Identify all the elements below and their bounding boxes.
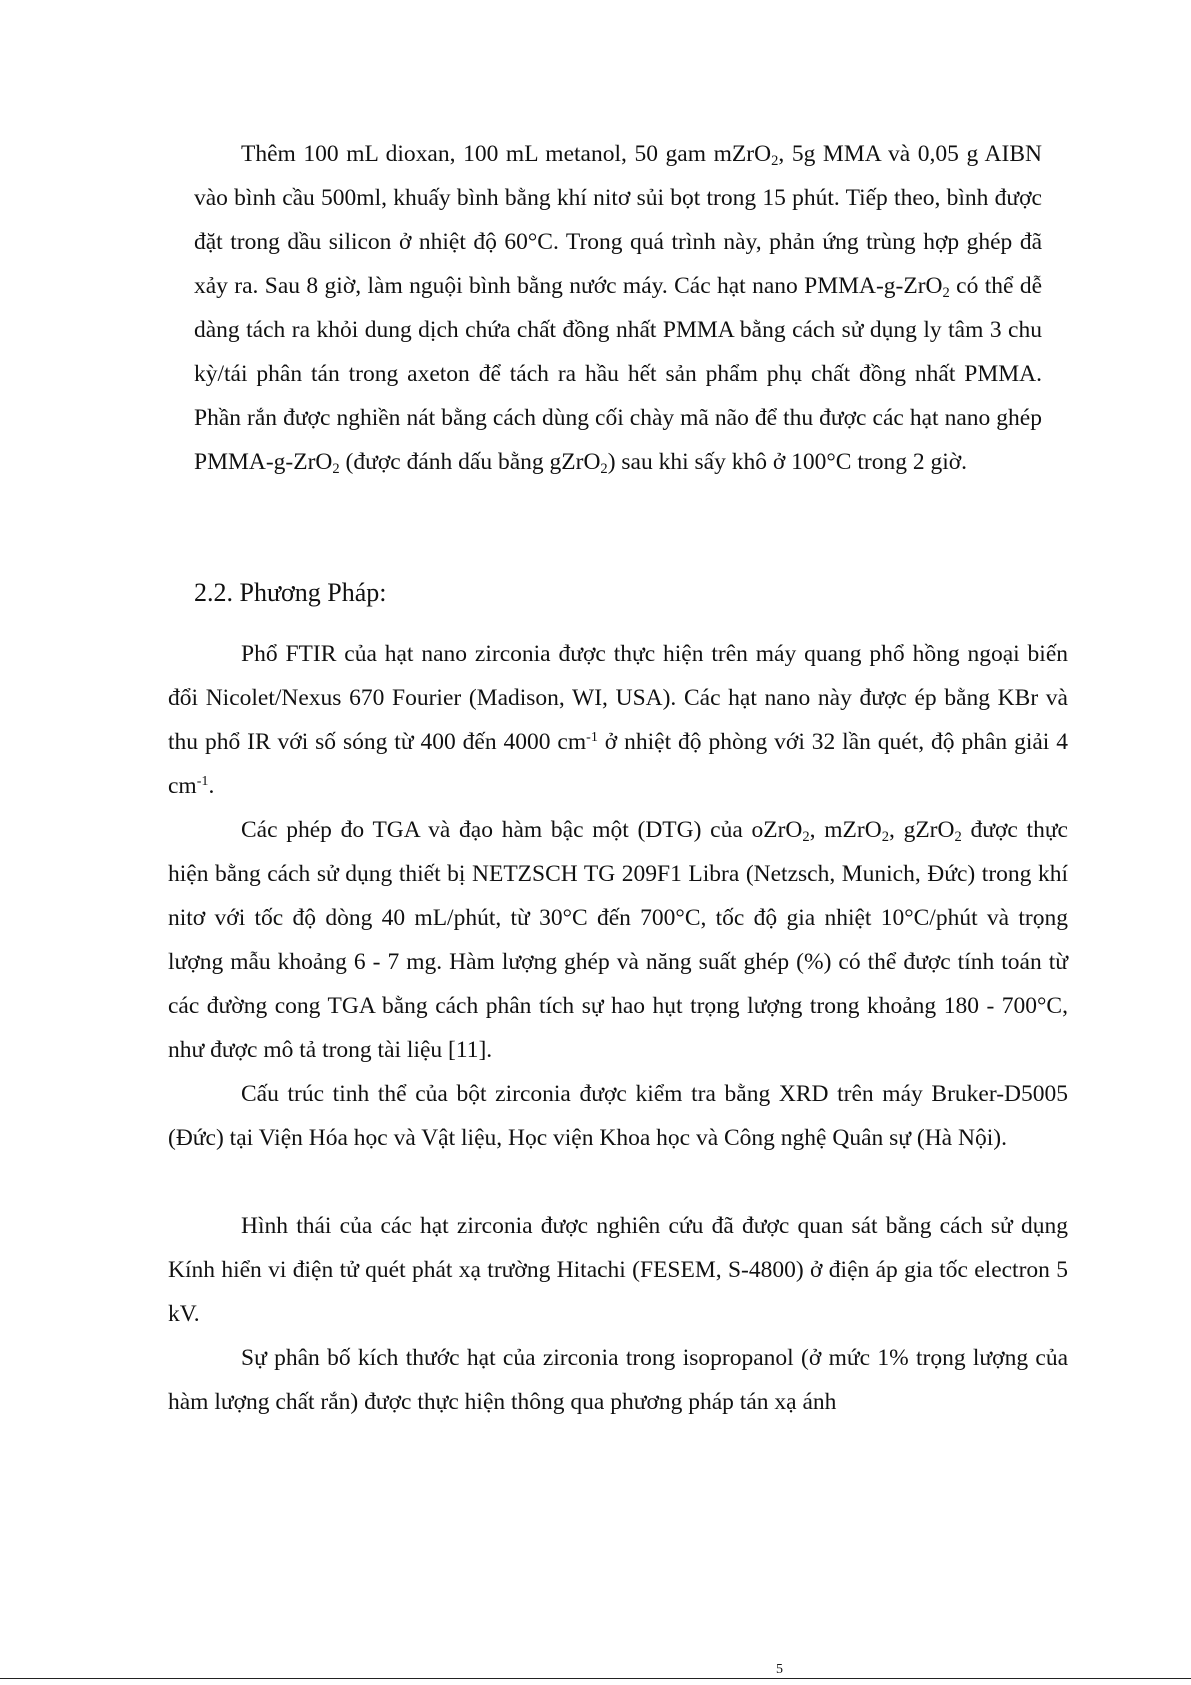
- subscript: 2: [600, 461, 608, 478]
- text-run: ) sau khi sấy khô ở 100°C trong 2 giờ.: [607, 449, 968, 475]
- subscript: 2: [942, 285, 950, 302]
- paragraph-particle-size: Sự phân bố kích thước hạt của zirconia trong isopropanol (ở mức 1% trọng lượng của hàm lượng chất rắn) được thực hiện thông qua phương pháp tán xạ ánh: [168, 1345, 1068, 1415]
- text-run: Thêm 100 mL dioxan, 100 mL metanol, 50 gam mZrO: [241, 141, 772, 167]
- page-number: 5: [776, 1662, 783, 1677]
- text-run: , 5g MMA và 0,05 g AIBN vào bình cầu 500ml, khuấy bình bằng khí nitơ sủi bọt trong 15 phút. Tiếp theo, bình được đặt trong dầu silicon ở nhiệt độ 60°C. Trong quá trình này, phản ứng trùng hợp ghép đã xảy ra. Sau 8 giờ, làm nguội bình bằng nước máy. Các hạt nano PMMA-g-ZrO: [194, 141, 1042, 299]
- section-heading: 2.2. Phương Pháp:: [194, 578, 387, 607]
- paragraph-materials-synthesis: [194, 132, 1042, 484]
- paragraph-xrd: Cấu trúc tinh thể của bột zirconia được kiểm tra bằng XRD trên máy Bruker-D5005 (Đức) tại Viện Hóa học và Vật liệu, Học viện Khoa học và Công nghệ Quân sự (Hà Nội).: [168, 1081, 1068, 1151]
- subscript: 2: [802, 829, 810, 846]
- subscript: 2: [881, 829, 889, 846]
- paragraph-fesem: Hình thái của các hạt zirconia được nghiên cứu đã được quan sát bằng cách sử dụng Kính hiển vi điện tử quét phát xạ trường Hitachi (FESEM, S-4800) ở điện áp gia tốc electron 5 kV.: [168, 1213, 1068, 1327]
- text-run: Phổ FTIR của hạt nano zirconia được thực hiện trên máy quang phổ hồng ngoại biến đổi Nicolet/Nexus 670 Fourier (Madison, WI, USA). Các hạt nano này được ép bằng KBr và thu phổ IR với số sóng từ 400 đến 4000 cm: [168, 641, 1068, 755]
- text-run: có thể dễ dàng tách ra khỏi dung dịch chứa chất đồng nhất PMMA bằng cách sử dụng ly tâm 3 chu kỳ/tái phân tán trong axeton để tách ra hầu hết sản phẩm phụ chất đồng nhất PMMA. Phần rắn được nghiền nát bằng cách dùng cối chày mã não để thu được các hạt nano ghép PMMA-g-ZrO: [194, 273, 1042, 475]
- paragraph-ftir: [168, 632, 1068, 808]
- text-run: (được đánh dấu bằng gZrO: [339, 449, 601, 475]
- superscript: -1: [196, 773, 209, 790]
- paragraph-tga: [168, 808, 1068, 1072]
- subscript: 2: [771, 153, 779, 170]
- subscript: 2: [332, 461, 340, 478]
- text-run: , mZrO: [809, 817, 882, 843]
- superscript: -1: [586, 729, 598, 746]
- text-run: được thực hiện bằng cách sử dụng thiết bị NETZSCH TG 209F1 Libra (Netzsch, Munich, Đức) trong khí nitơ với tốc độ dòng 40 mL/phút, từ 30°C đến 700°C, tốc độ gia nhiệt 10°C/phút và trọng lượng mẫu khoảng 6 - 7 mg. Hàm lượng ghép và năng suất ghép (%) có thể được tính toán từ các đường cong TGA bằng cách phân tích sự hao hụt trọng lượng trong khoảng 180 - 700°C, như được mô tả trong tài liệu [11].: [168, 817, 1068, 1063]
- text-run: ở nhiệt độ phòng với 32 lần quét, độ phân giải 4 cm: [168, 729, 1068, 799]
- text-run: .: [208, 773, 215, 799]
- text-run: , gZrO: [888, 817, 955, 843]
- footer-divider: [0, 1678, 1191, 1679]
- text-run: Các phép đo TGA và đạo hàm bậc một (DTG) của oZrO: [241, 817, 803, 843]
- subscript: 2: [954, 829, 962, 846]
